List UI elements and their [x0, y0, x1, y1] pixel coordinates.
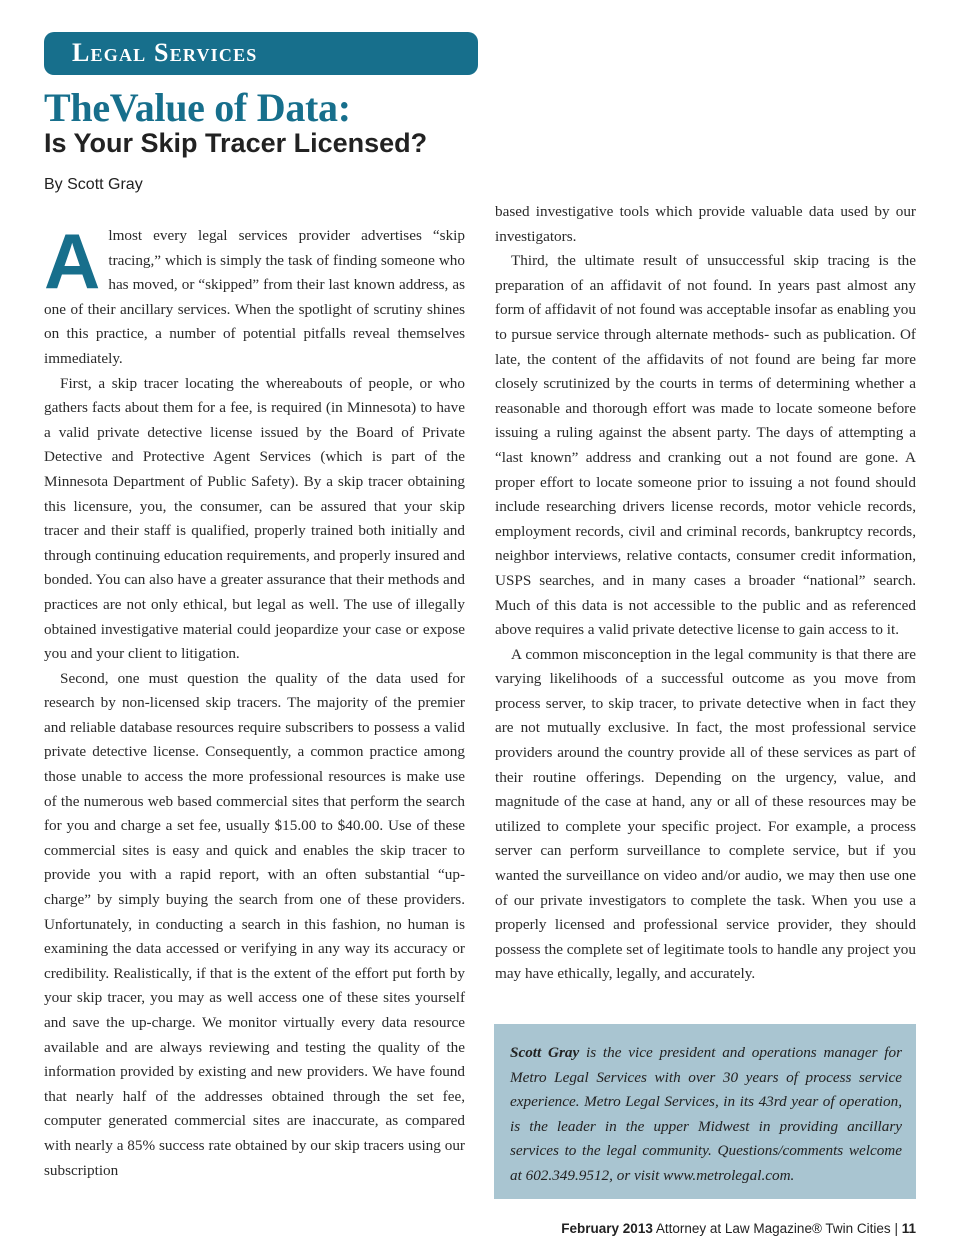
paragraph-misconception: A common misconception in the legal community is that there are varying likelihoods of a successful outcome as you move from process server, to skip tracer, to private detective when in fact they are not mutually exclusive. In fact, the most professional service providers around the country provide all of these services as part of their routine offerings. Depending on the urgency, value, and magnitude of the case at hand, any or all of these resources may be utilized to complete your specific project. For example, a process server can perform surveillance to complete service, but if you wanted the surveillance on video and/or audio, we may then use one of our private investigators to complete the task. When you use a properly licensed and professional service provider, they should possess the complete set of legitimate tools to handle any project you may have ethically, legally, and accurately.: [495, 645, 916, 983]
author-bio-text: is the vice president and operations manager for Metro Legal Services with over 30 years of process service experience. Metro Legal Services, in its 43rd year of operation, is the leader in the upper Midwest in providing ancillary services to the legal community. Questions/comments welcome at 602.349.9512, or visit www.metrolegal.com.: [510, 1044, 902, 1184]
footer-page-number: 11: [901, 1221, 916, 1236]
right-column: [495, 200, 916, 987]
author-bio-name: Scott Gray: [510, 1044, 580, 1061]
footer-date: February 2013: [561, 1221, 653, 1236]
page-footer: [561, 1221, 916, 1236]
author-bio: [510, 1041, 902, 1189]
paragraph-second: Second, one must question the quality of the data used for research by non-licensed skip tracers. The majority of the premier and reliable database resources require subscribers to possess a valid private detective license. Consequently, a common practice among those unable to access the more professional resources is make use of the numerous web based commercial sites that perform the search for you and charge a set fee, usually $15.00 to $40.00. Use of these commercial sites is easy and quick and enables the skip tracer to provide you with a rapid report, with an often substantial “up-charge” by simply buying the search from one of these providers. Unfortunately, in conducting a search in this fashion, no human is examining the data accessed or verifying in any way its accuracy or credibility. Realistically, if that is the extent of the effort put forth by your skip tracer, you may as well access one of these sites yourself and save the up-charge. We monitor virtually every data resource available and are always reviewing and testing the quality of the information provided by existing and new providers. We have found that nearly half of the addresses obtained through the set fee, computer generated commercial sites are inaccurate, as compared with nearly a 85% success rate obtained by our skip tracers using our subscription: [44, 669, 465, 1179]
section-label: Legal Services: [72, 38, 258, 67]
byline: By Scott Gray: [44, 176, 143, 193]
footer-publication: Attorney at Law Magazine® Twin Cities: [655, 1221, 891, 1236]
paragraph-intro: [44, 217, 465, 372]
paragraph-continued: based investigative tools which provide valuable data used by our investigators.: [495, 203, 916, 245]
left-column: [44, 217, 465, 1183]
article-subtitle: Is Your Skip Tracer Licensed?: [44, 128, 428, 158]
paragraph-intro-text: lmost every legal services provider advertises “skip tracing,” which is simply the task of finding someone who has moved, or “skipped” from their last known address, as one of their ancillary services. When the spotlight of scrutiny shines on this practice, a number of potential pitfalls reveal themselves immediately.: [44, 227, 465, 367]
article-title: TheValue of Data:: [44, 85, 351, 130]
paragraph-first: First, a skip tracer locating the whereabouts of people, or who gathers facts about them for a fee, is required (in Minnesota) to have a valid private detective license issued by the Board of Private Detective and Protective Agent Services (which is part of the Minnesota Department of Public Safety). By a skip tracer obtaining this licensure, you, the consumer, can be assured that your skip tracer and their staff is qualified, properly trained both initially and through continuing education requirements, and properly insured and bonded. You can also have a greater assurance that their methods and practices are not only ethical, but legal as well. The use of illegally obtained investigative material could jeopardize your case or expose you and your client to litigation.: [44, 374, 465, 663]
drop-cap: A: [44, 217, 101, 305]
paragraph-third: Third, the ultimate result of unsuccessful skip tracing is the preparation of an affidavit of not found. In years past almost any form of affidavit of not found was acceptable insofar as enabling you to pursue service through alternate methods- such as publication. Of late, the content of the affidavits of not found are being far more closely scrutinized by the courts in terms of determining whether a reasonable and thorough effort was made to locate someone before issuing a ruling against the absent party. The days of attempting a “last known” address and cranking out a not found are gone. A proper effort to locate someone prior to issuing a not found should include researching drivers license records, motor vehicle records, employment records, civil and criminal records, bankruptcy records, neighbor interviews, relative contacts, consumer credit information, USPS searches, and in many cases a broader “national” search. Much of this data is not accessible to the public and as referenced above requires a valid private detective license to gain access to it.: [495, 252, 916, 639]
footer-separator: |: [894, 1221, 898, 1236]
